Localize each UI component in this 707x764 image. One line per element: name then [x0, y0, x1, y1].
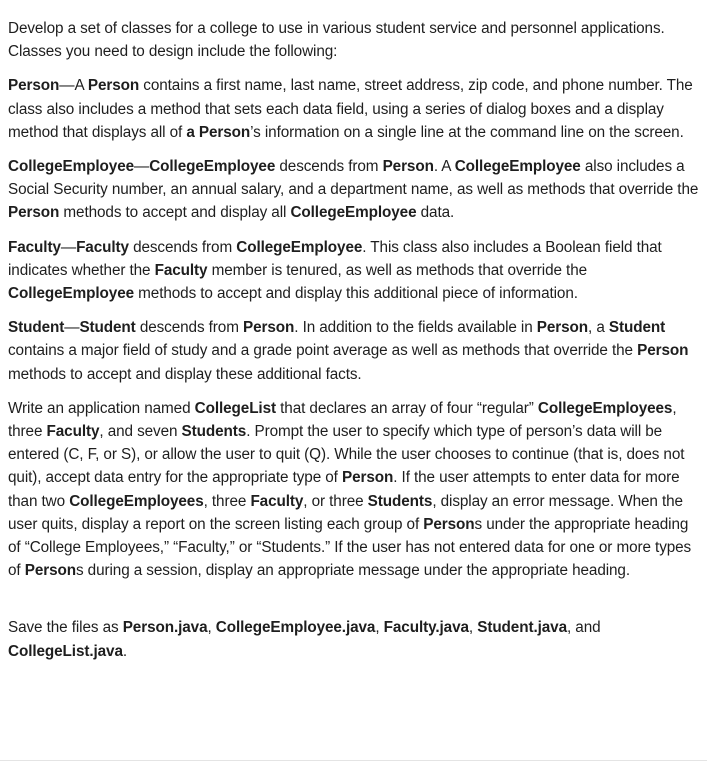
text-run: also includes a Social Security number, an annual salary, and a department name, as well as methods that override the	[8, 158, 699, 199]
file-name: CollegeList.java	[8, 642, 123, 660]
file-name: CollegeEmployee.java	[215, 619, 376, 637]
text-run: —	[134, 158, 150, 176]
text-run: s under the appropriate heading of “College Employees,” “Faculty,” or “Students.” If the user has not entered data for one or more types of	[8, 515, 692, 580]
class-name: CollegeEmployee	[454, 158, 581, 176]
class-name: Person	[8, 204, 60, 222]
bottom-divider	[0, 760, 707, 761]
text-run: ,	[375, 619, 384, 637]
class-name: CollegeEmployee	[8, 285, 135, 303]
class-name: Person	[382, 158, 434, 176]
text-run: . This class also includes a Boolean field that indicates whether the	[8, 238, 662, 279]
text-run: , a	[588, 319, 609, 337]
class-name: a Person	[186, 123, 251, 141]
text-run: contains a first name, last name, street address, zip code, and phone number. The class also includes a method that sets each data field, using a series of dialog boxes and a display method that displays all of	[8, 77, 693, 141]
text-run: Save the files as	[8, 619, 123, 637]
person-paragraph	[8, 74, 700, 144]
faculty-paragraph	[8, 236, 700, 306]
file-name: Faculty.java	[383, 619, 469, 637]
text-run: . Prompt the user to specify which type of person’s data will be entered (C, F, or S), or allow the user to quit (Q). While the user chooses to continue (that is, does not quit), accept data entry for the appropriate type of	[8, 423, 685, 487]
text-run: descends from	[128, 238, 237, 256]
text-run: . In addition to the fields available in	[294, 319, 537, 337]
text-run: .	[122, 642, 128, 660]
intro-text: Develop a set of classes for a college to use in various student service and personnel applications. Classes you need to design include the following:	[8, 20, 665, 61]
text-run: , and	[566, 619, 601, 637]
text-run: , display an error message. When the user quits, display a report on the screen listing each group of	[8, 492, 683, 533]
class-name: Faculty	[46, 423, 100, 441]
class-name: Person	[341, 469, 394, 487]
text-run: —A	[59, 77, 88, 95]
text-run: descends from	[135, 319, 243, 337]
text-run: methods to accept and display this additional piece of information.	[134, 285, 578, 303]
text-run: ,	[468, 619, 478, 637]
faculty-heading: Faculty	[8, 238, 61, 256]
file-name: Student.java	[477, 619, 567, 637]
text-run: contains a major field of study and a grade point average as well as methods that override the	[8, 342, 638, 360]
college-employee-paragraph	[8, 155, 700, 225]
text-run: that declares an array of four “regular”	[276, 399, 538, 417]
class-name: Faculty	[154, 261, 208, 279]
class-name: Person	[87, 77, 140, 95]
class-name: Person	[637, 342, 689, 360]
text-run: —	[64, 319, 80, 337]
text-run: methods to accept and display these additional facts.	[8, 365, 362, 383]
student-paragraph	[8, 316, 700, 386]
text-run: , and seven	[99, 423, 182, 441]
student-heading: Student	[8, 319, 65, 337]
class-name: CollegeEmployees	[537, 399, 673, 417]
class-name: Student	[79, 319, 136, 337]
class-name: CollegeList	[194, 399, 276, 417]
text-run: ’s information on a single line at the command line on the screen.	[250, 123, 684, 141]
college-employee-heading: CollegeEmployee	[8, 158, 135, 176]
class-name: CollegeEmployees	[69, 492, 204, 510]
class-name: CollegeEmployee	[236, 238, 363, 256]
class-name: Person	[243, 319, 295, 337]
document-body	[8, 17, 700, 674]
file-name: Person.java	[122, 619, 208, 637]
intro-paragraph	[8, 17, 700, 63]
text-run: , three	[8, 399, 677, 441]
class-name: Faculty	[250, 492, 304, 510]
text-run: . A	[433, 158, 455, 176]
text-run: descends from	[275, 158, 383, 176]
text-run: s during a session, display an appropriate message under the appropriate heading.	[75, 562, 630, 580]
text-run: ,	[207, 619, 216, 637]
class-name: CollegeEmployee	[149, 158, 276, 176]
class-name: Person	[24, 562, 76, 580]
text-run: , or three	[303, 492, 368, 510]
class-name: Student	[608, 319, 666, 337]
text-run: . If the user attempts to enter data for more than two	[8, 469, 680, 510]
text-run: member is tenured, as well as methods that override the	[207, 261, 588, 279]
application-paragraph	[8, 397, 700, 583]
class-name: CollegeEmployee	[290, 204, 417, 222]
person-heading: Person	[8, 77, 60, 95]
text-run: methods to accept and display all	[59, 204, 291, 222]
class-name: Students	[367, 492, 433, 510]
save-files-paragraph	[8, 616, 700, 662]
class-name: Person	[423, 515, 475, 533]
class-name: Person	[536, 319, 589, 337]
text-run: data.	[416, 204, 455, 222]
text-run: , three	[203, 492, 251, 510]
class-name: Faculty	[76, 238, 129, 256]
class-name: Students	[181, 423, 247, 441]
text-run: —	[60, 238, 77, 256]
text-run: Write an application named	[8, 399, 195, 417]
